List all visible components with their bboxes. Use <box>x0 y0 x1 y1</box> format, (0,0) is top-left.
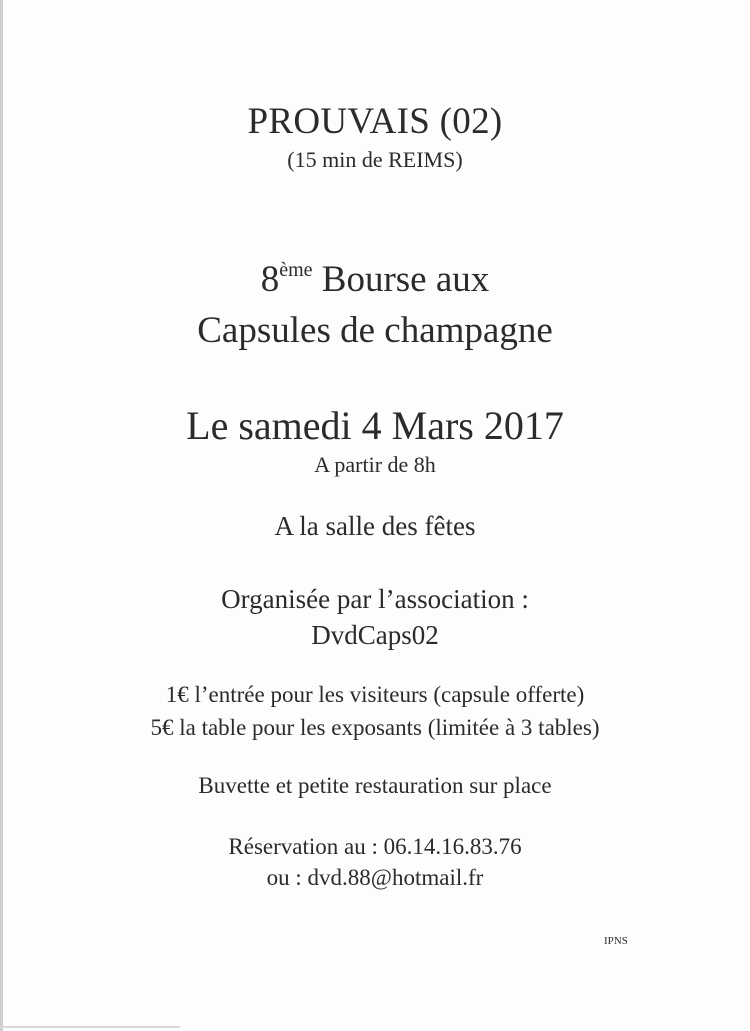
edition-suffix: ème <box>279 259 313 281</box>
ipns-mark: IPNS <box>604 935 628 947</box>
organizer-label: Organisée par l’association : <box>221 584 529 614</box>
event-title-line1 <box>0 261 750 298</box>
refreshments-note: Buvette et petite restauration sur place <box>198 773 552 798</box>
reservation-email: ou : dvd.88@hotmail.fr <box>266 865 484 890</box>
distance-note: (15 min de REIMS) <box>287 147 463 172</box>
exhibitor-price: 5€ la table pour les exposants (limitée à 3 tables) <box>150 715 600 740</box>
event-date: Le samedi 4 Mars 2017 <box>186 403 564 448</box>
reservation-phone: Réservation au : 06.14.16.83.76 <box>228 834 522 859</box>
event-title-line2: Capsules de champagne <box>197 310 553 351</box>
edition-number: 8 <box>260 259 280 300</box>
event-start-time: A partir de 8h <box>314 452 436 477</box>
town-heading: PROUVAIS (02) <box>247 101 503 142</box>
visitor-price: 1€ l’entrée pour les visiteurs (capsule offerte) <box>165 682 585 707</box>
scan-bottom-edge <box>0 1026 180 1028</box>
event-title-line1-rest: Bourse aux <box>312 259 490 300</box>
event-venue: A la salle des fêtes <box>274 511 476 541</box>
organizer-name: DvdCaps02 <box>311 620 439 650</box>
